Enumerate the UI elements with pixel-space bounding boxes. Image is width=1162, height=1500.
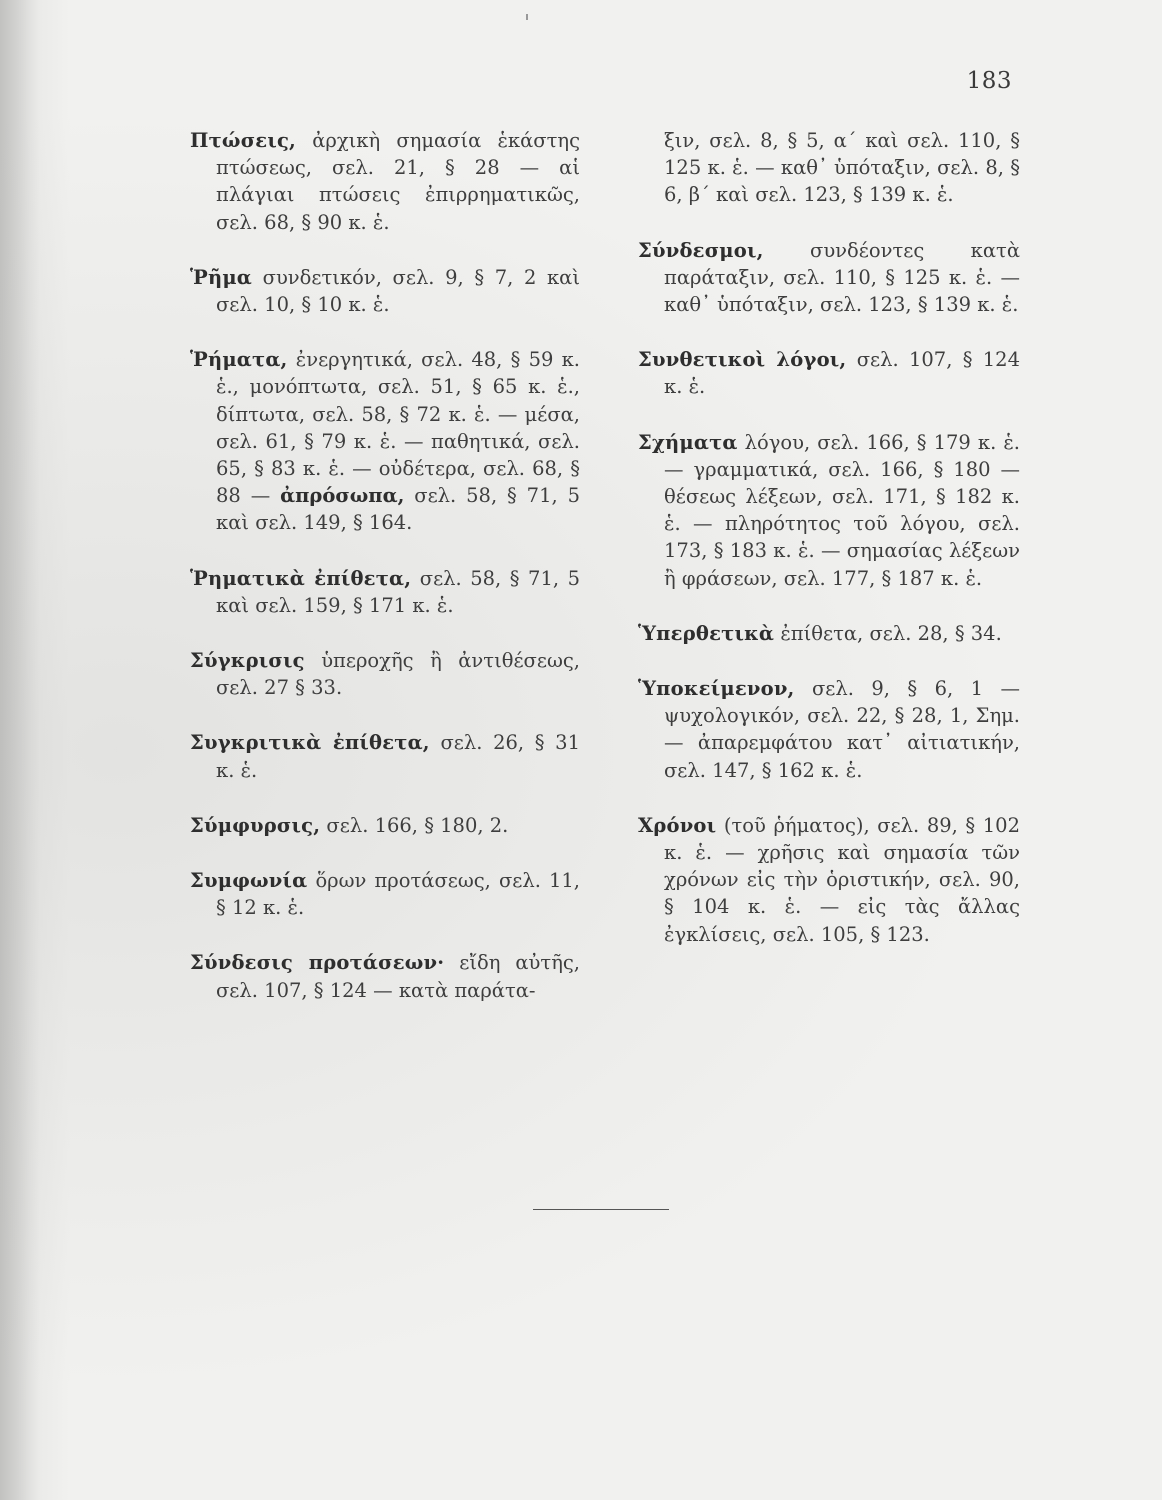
entry-text: σελ. 9, § 6, 1 — ψυχολογικόν, σελ. 22, § 28, 1, Σημ. — ἀπαρεμφάτου κατ᾽ αἰτιατικήν, σελ. 147, § 162 κ. ἑ. bbox=[664, 677, 1020, 782]
entry-text: ὑπεροχῆς ἢ ἀντιθέσεως, σελ. 27 § 33. bbox=[216, 649, 580, 700]
entry-head: Συγκριτικὰ ἐπίθετα, bbox=[190, 731, 430, 755]
entry-text: σελ. 107, § 124 κ. ἑ. bbox=[664, 348, 1020, 399]
index-entry-chronoi bbox=[638, 812, 1020, 948]
index-entry-rhemata bbox=[190, 346, 580, 536]
entry-text: σελ. 166, § 180, 2. bbox=[320, 813, 509, 837]
entry-head: Χρόνοι bbox=[638, 813, 717, 837]
entry-bold-term: ἀπρόσωπα, bbox=[280, 484, 405, 508]
binding-shadow bbox=[0, 0, 40, 1500]
entry-head: Σύνδεσις προτάσεων· bbox=[190, 951, 445, 975]
entry-text: ἐπίθετα, σελ. 28, § 34. bbox=[774, 621, 1002, 645]
entry-head: Ῥηματικὰ ἐπίθετα, bbox=[190, 566, 412, 590]
entry-text: συνδετικόν, σελ. 9, § 7, 2 καὶ σελ. 10, § 10 κ. ἑ. bbox=[216, 265, 580, 317]
entry-head: Σύνδεσμοι, bbox=[638, 238, 764, 262]
index-entry-rhematika-epitheta bbox=[190, 565, 580, 619]
print-mark bbox=[526, 14, 528, 20]
index-entry-synthetikoi-logoi bbox=[638, 346, 1020, 400]
entry-head: Πτώσεις, bbox=[190, 129, 297, 152]
entry-head: Ῥῆμα bbox=[190, 265, 253, 289]
entry-head: Συνθετικοὶ λόγοι, bbox=[638, 348, 847, 372]
entry-text: λόγου, σελ. 166, § 179 κ. ἑ. — γραμματικά, σελ. 166, § 180 — θέσεως λέξεων, σελ. 171, § 182 κ. ἑ. — πληρότητος τοῦ λόγου, σελ. 173, § 183 κ. ἑ. — σημασίας λέξεων ἢ φράσεων, σελ. 177, § 187 κ. ἑ. bbox=[664, 430, 1020, 590]
index-entry-continuation: ξιν, σελ. 8, § 5, α΄ καὶ σελ. 110, § 125 κ. ἑ. — καθ᾽ ὑπόταξιν, σελ. 8, § 6, β΄ καὶ σελ. 123, § 139 κ. ἑ. bbox=[664, 129, 1020, 207]
entry-text: σελ. 58, § 71, 5 καὶ σελ. 159, § 171 κ. ἑ. bbox=[216, 566, 580, 617]
entry-text: ὅρων προτάσεως, σελ. 11, § 12 κ. ἑ. bbox=[216, 869, 580, 920]
index-entry-synkrisis bbox=[190, 647, 580, 701]
index-entry-symphyrsis bbox=[190, 812, 580, 839]
index-entry-rhema bbox=[190, 264, 580, 318]
index-column-left bbox=[190, 127, 580, 1032]
entry-text: ἀρχικὴ σημασία ἑκάστης πτώσεως, σελ. 21, § 28 — αἱ πλάγιαι πτώσεις ἐπιρρηματικῶς, σελ. 68, § 90 κ. ἑ. bbox=[216, 129, 580, 234]
entry-head: Συμφωνία bbox=[190, 869, 308, 893]
entry-text-after: σελ. 58, § 71, 5 καὶ σελ. 149, § 164. bbox=[216, 484, 580, 535]
index-entry-syndesmoi bbox=[638, 237, 1020, 319]
index-entry-synkritika-epitheta bbox=[190, 729, 580, 783]
index-column-right bbox=[638, 127, 1020, 976]
entry-text: συνδέοντες κατὰ παράταξιν, σελ. 110, § 125 κ. ἑ. — καθ᾽ ὑπόταξιν, σελ. 123, § 139 κ. ἑ. bbox=[664, 238, 1020, 317]
entry-text: ἐνεργητικά, σελ. 48, § 59 κ. ἑ., μονόπτωτα, σελ. 51, § 65 κ. ἑ., δίπτωτα, σελ. 58, § 72 κ. ἑ. — μέσα, σελ. 61, § 79 κ. ἑ. — παθητικά, σελ. 65, § 83 κ. ἑ. — οὐδέτερα, σελ. 68, § 88 — bbox=[216, 348, 580, 508]
entry-head: Σύγκρισις bbox=[190, 649, 305, 673]
entry-head: Ὑποκείμενον, bbox=[638, 677, 795, 701]
entry-text: εἴδη αὐτῆς, σελ. 107, § 124 — κατὰ παράτα- bbox=[216, 951, 580, 1002]
entry-text: σελ. 26, § 31 κ. ἑ. bbox=[216, 731, 580, 782]
entry-head: Σχήματα bbox=[638, 430, 738, 454]
index-entry-schemata bbox=[638, 429, 1020, 592]
index-entry-hypokeimenon bbox=[638, 675, 1020, 784]
end-rule bbox=[533, 1209, 669, 1210]
page-number: 183 bbox=[966, 68, 1012, 94]
entry-text: (τοῦ ῥήματος), σελ. 89, § 102 κ. ἑ. — χρῆσις καὶ σημασία τῶν χρόνων εἰς τὴν ὁριστικήν, σελ. 90, § 104 κ. ἑ. — εἰς τὰς ἄλλας ἐγκλίσεις, σελ. 105, § 123. bbox=[664, 813, 1020, 946]
entry-head: Ῥήματα, bbox=[190, 348, 288, 372]
entry-head: Ὑπερθετικὰ bbox=[638, 621, 775, 645]
index-entry-hyperthetika bbox=[638, 620, 1020, 647]
index-entry-ptoseis bbox=[190, 127, 580, 236]
index-entry-symphonia bbox=[190, 867, 580, 921]
index-entry-syndesis-protaseon bbox=[190, 949, 580, 1003]
entry-head: Σύμφυρσις, bbox=[190, 813, 321, 837]
